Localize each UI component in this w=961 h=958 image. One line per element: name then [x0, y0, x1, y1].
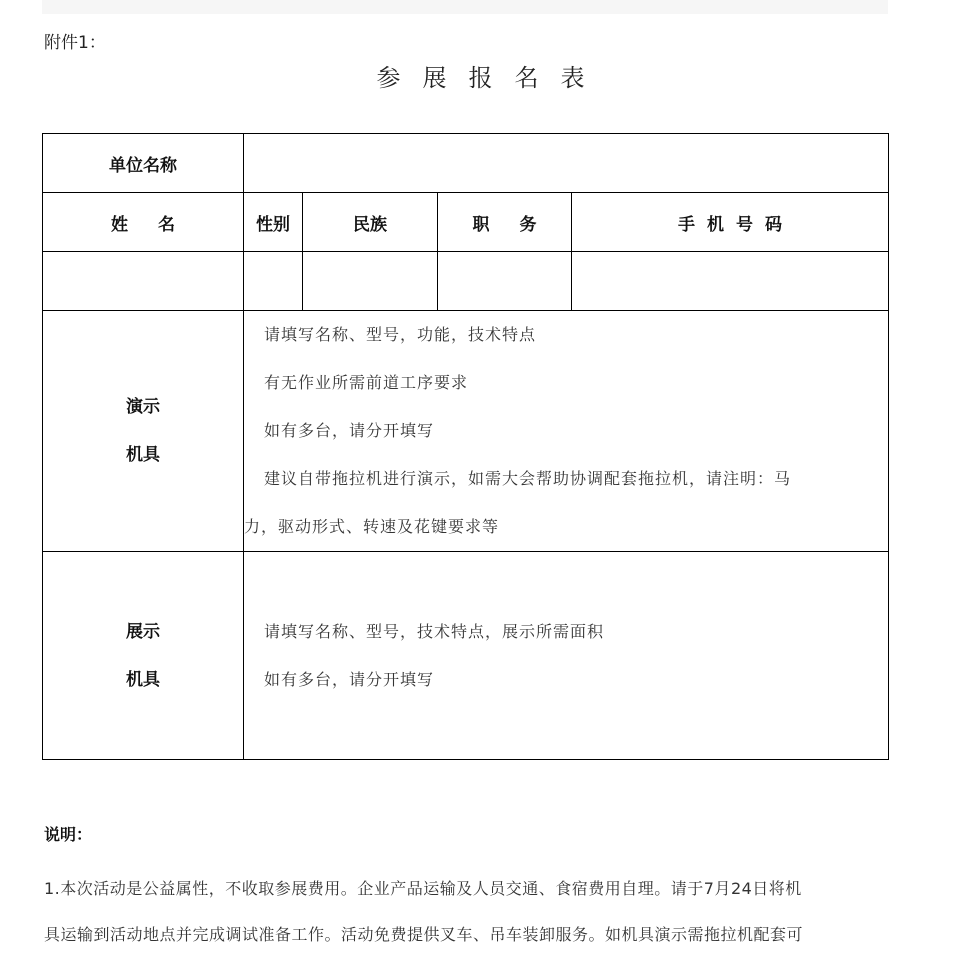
attachment-label: 附件1：: [44, 33, 106, 53]
position-field[interactable]: [438, 252, 572, 311]
demo-label-line1: 演示: [126, 397, 160, 417]
header-ethnicity: 民族: [303, 193, 438, 252]
display-machinery-field[interactable]: [244, 552, 889, 760]
phone-field[interactable]: [572, 252, 889, 311]
ethnicity-field[interactable]: [303, 252, 438, 311]
notes-heading: 说明：: [44, 825, 93, 844]
header-row: [43, 193, 889, 252]
name-field[interactable]: [43, 252, 244, 311]
display-row: [43, 552, 889, 760]
header-phone: 手机号码: [572, 193, 889, 252]
display-machinery-label: [43, 552, 244, 760]
demo-instruction: 建议自带拖拉机进行演示，如需大会帮助协调配套拖拉机，请注明：马: [264, 469, 792, 488]
display-instruction: 如有多台，请分开填写: [264, 669, 435, 689]
gender-field[interactable]: [244, 252, 303, 311]
unit-name-field[interactable]: [244, 134, 889, 193]
unit-row: [43, 134, 889, 193]
demo-row: [43, 311, 889, 552]
notes-body: [44, 866, 890, 958]
demo-machinery-field[interactable]: [244, 311, 889, 552]
demo-machinery-label: [43, 311, 244, 552]
header-position: 职务: [438, 193, 572, 252]
unit-name-label: 单位名称: [43, 134, 244, 193]
notes-line: 1.本次活动是公益属性，不收取参展费用。企业产品运输及人员交通、食宿费用自理。请于7月24日将机: [44, 879, 802, 898]
page-title: 参展报名表: [376, 64, 607, 92]
demo-label-line2: 机具: [126, 445, 160, 465]
notes-line: 具运输到活动地点并完成调试准备工作。活动免费提供叉车、吊车装卸服务。如机具演示需拖拉机配套可: [44, 925, 804, 944]
registration-form: [42, 133, 889, 760]
display-instruction: 请填写名称、型号，技术特点，展示所需面积: [264, 621, 605, 641]
demo-instruction: 有无作业所需前道工序要求: [264, 373, 469, 392]
top-strip: [42, 0, 888, 14]
demo-instruction: 请填写名称、型号，功能，技术特点: [264, 325, 537, 344]
header-gender: 性别: [244, 193, 303, 252]
entry-row: [43, 252, 889, 311]
demo-instruction: 力，驱动形式、转速及花键要求等: [244, 517, 500, 536]
display-label-line2: 机具: [126, 669, 160, 690]
display-label-line1: 展示: [126, 621, 160, 642]
header-name: 姓名: [43, 193, 244, 252]
demo-instruction: 如有多台，请分开填写: [264, 421, 435, 440]
